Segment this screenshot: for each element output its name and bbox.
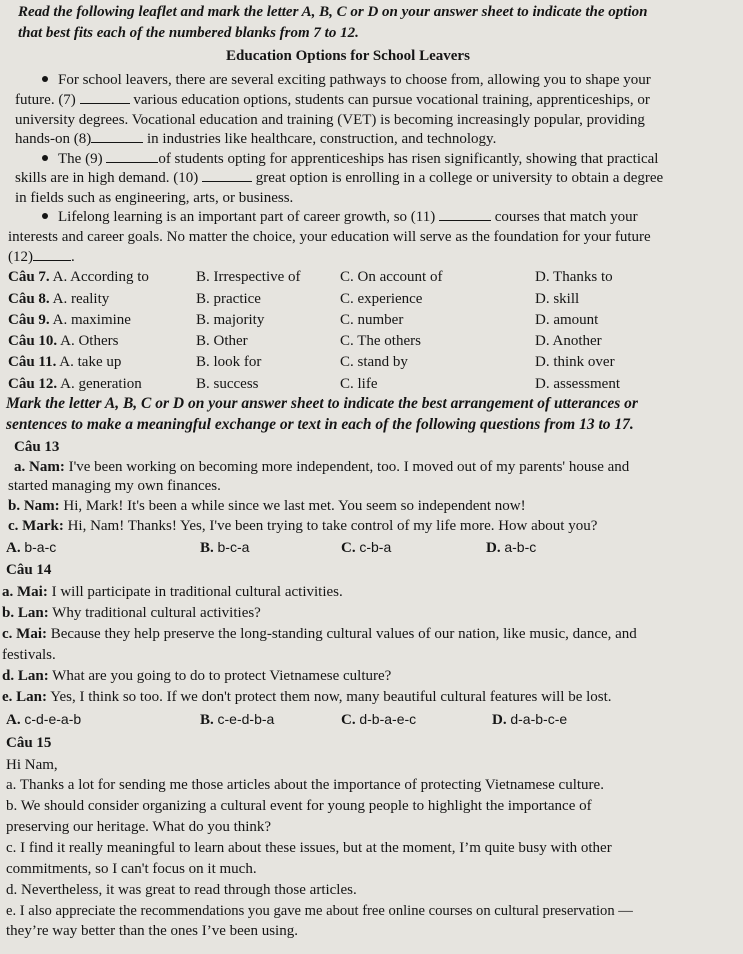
option-d[interactable]: D. assessment [535, 376, 620, 392]
question-14-title: Câu 14 [6, 562, 52, 578]
option-d[interactable]: D. d-a-b-c-e [492, 711, 568, 728]
blank-10 [202, 169, 252, 182]
q15-sentence-d: d. Nevertheless, it was great to read through those articles. [6, 882, 357, 898]
bullet-icon [42, 155, 48, 161]
option-a[interactable]: A. generation [60, 376, 142, 392]
leaflet-paragraph-2-line-1: The (9) of students opting for apprenticeships has risen significantly, showing that practical [42, 150, 658, 168]
leaflet-paragraph-1-line-4: hands-on (8) in industries like healthcare, construction, and technology. [15, 131, 497, 147]
option-a[interactable]: A. c-d-e-a-b [6, 711, 82, 728]
q15-sentence-e: e. I also appreciate the recommendations you gave me about free online courses on cultural preservation — [6, 903, 633, 919]
q15-greeting: Hi Nam, [6, 757, 58, 773]
q13-utterance-c: c. Mark: Hi, Nam! Thanks! Yes, I've been trying to take control of my life more. How about you? [8, 518, 598, 534]
q14-utterance-e: e. Lan: Yes, I think so too. If we don't protect them now, many beautiful cultural features will be lost. [2, 689, 612, 705]
option-c[interactable]: C. The others [340, 333, 421, 349]
option-b[interactable]: B. majority [196, 312, 265, 328]
option-a[interactable]: A. According to [52, 269, 149, 285]
option-a[interactable]: A. Others [60, 333, 119, 349]
q13-utterance-a-cont: started managing my own finances. [8, 478, 221, 494]
option-a[interactable]: A. take up [59, 354, 122, 370]
option-c[interactable]: C. experience [340, 291, 423, 307]
leaflet-paragraph-1-line-3: university degrees. Vocational education and training (VET) is becoming increasingly popular, providing [15, 112, 645, 128]
q15-sentence-b: b. We should consider organizing a cultural event for young people to highlight the importance of [6, 798, 592, 814]
q14-utterance-c: c. Mai: Because they help preserve the long-standing cultural values of our nation, like music, dance, and [2, 626, 637, 642]
instruction-2-line-1: Mark the letter A, B, C or D on your answer sheet to indicate the best arrangement of utterances or [6, 395, 638, 412]
instruction-1-line-1: Read the following leaflet and mark the letter A, B, C or D on your answer sheet to indicate the option [18, 4, 648, 20]
question-label: Câu 12. [8, 376, 58, 392]
bullet-icon [42, 76, 48, 82]
option-a[interactable]: A. maximine [52, 312, 131, 328]
option-a[interactable]: A. reality [52, 291, 110, 307]
option-b[interactable]: B. practice [196, 291, 261, 307]
leaflet-paragraph-3-line-1: Lifelong learning is an important part of career growth, so (11) courses that match your [42, 208, 638, 226]
option-d[interactable]: D. Thanks to [535, 269, 613, 285]
q14-utterance-d: d. Lan: What are you going to do to protect Vietnamese culture? [2, 668, 392, 684]
q13-utterance-b: b. Nam: Hi, Mark! It's been a while since we last met. You seem so independent now! [8, 498, 526, 514]
option-b[interactable]: B. look for [196, 354, 262, 370]
question-15-title: Câu 15 [6, 735, 52, 751]
q15-sentence-c: c. I find it really meaningful to learn about these issues, but at the moment, I’m quite busy with other [6, 840, 612, 856]
instruction-2-line-2: sentences to make a meaningful exchange or text in each of the following questions from 13 to 17. [6, 416, 634, 433]
option-b[interactable]: B. Other [196, 333, 248, 349]
leaflet-paragraph-2-line-2: skills are in high demand. (10) great option is enrolling in a college or university to obtain a degree [15, 170, 664, 186]
option-d[interactable]: D. think over [535, 354, 615, 370]
blank-9 [106, 150, 158, 163]
leaflet-paragraph-3-line-3: (12) . [8, 249, 75, 265]
q13-utterance-a: a. Nam: I've been working on becoming more independent, too. I moved out of my parents' house and [14, 459, 630, 475]
option-d[interactable]: D. amount [535, 312, 599, 328]
option-b[interactable]: B. success [196, 376, 259, 392]
blank-12 [33, 248, 71, 261]
option-b[interactable]: B. Irrespective of [196, 269, 301, 285]
question-label: Câu 7. [8, 269, 50, 285]
leaflet-paragraph-1-line-1: For school leavers, there are several exciting pathways to choose from, allowing you to shape your [42, 71, 651, 89]
q15-sentence-e-cont: they’re way better than the ones I’ve been using. [6, 923, 298, 939]
leaflet-title: Education Options for School Leavers [226, 48, 470, 64]
option-c[interactable]: C. c-b-a [341, 539, 392, 556]
blank-7 [80, 91, 130, 104]
option-d[interactable]: D. Another [535, 333, 602, 349]
option-c[interactable]: C. d-b-a-e-c [341, 711, 417, 728]
question-13-title: Câu 13 [14, 439, 60, 455]
q15-sentence-c-cont: commitments, so I can't focus on it much. [6, 861, 257, 877]
option-b[interactable]: B. b-c-a [200, 539, 250, 556]
bullet-icon [42, 213, 48, 219]
instruction-1-line-2: that best fits each of the numbered blanks from 7 to 12. [18, 25, 359, 41]
q14-utterance-a: a. Mai: I will participate in traditional cultural activities. [2, 584, 343, 600]
option-d[interactable]: D. a-b-c [486, 539, 537, 556]
option-c[interactable]: C. On account of [340, 269, 443, 285]
question-label: Câu 10. [8, 333, 58, 349]
q14-utterance-b: b. Lan: Why traditional cultural activities? [2, 605, 261, 621]
option-b[interactable]: B. c-e-d-b-a [200, 711, 275, 728]
q14-utterance-c-cont: festivals. [2, 647, 56, 663]
option-c[interactable]: C. stand by [340, 354, 408, 370]
question-label: Câu 9. [8, 312, 50, 328]
option-a[interactable]: A. b-a-c [6, 539, 57, 556]
question-label: Câu 8. [8, 291, 50, 307]
blank-11 [439, 208, 491, 221]
option-c[interactable]: C. number [340, 312, 404, 328]
q15-sentence-a: a. Thanks a lot for sending me those articles about the importance of protecting Vietnamese culture. [6, 777, 604, 793]
blank-8 [91, 130, 143, 143]
question-label: Câu 11. [8, 354, 57, 370]
option-d[interactable]: D. skill [535, 291, 580, 307]
leaflet-paragraph-1-line-2: future. (7) various education options, students can pursue vocational training, apprenticeships, or [15, 92, 650, 108]
leaflet-paragraph-3-line-2: interests and career goals. No matter the choice, your education will serve as the foundation for your future [8, 229, 651, 245]
option-c[interactable]: C. life [340, 376, 378, 392]
q15-sentence-b-cont: preserving our heritage. What do you think? [6, 819, 272, 835]
leaflet-paragraph-2-line-3: in fields such as engineering, arts, or business. [15, 190, 294, 206]
